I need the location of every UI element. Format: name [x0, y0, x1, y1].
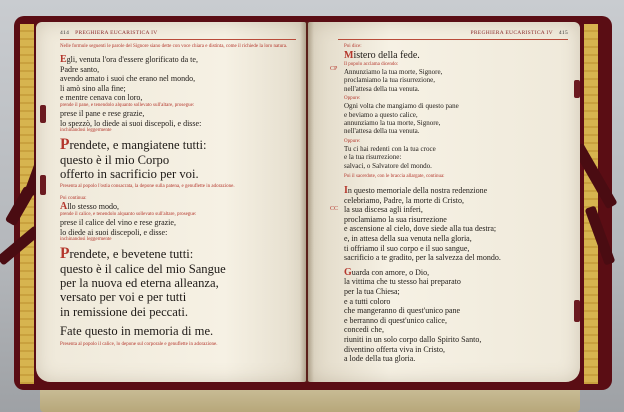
text-line: e ascensione al cielo, dove siede alla tua destra;	[344, 224, 497, 234]
text-line: e berranno di quest'unico calice,	[344, 315, 447, 325]
text-line: questo è il mio Corpo	[60, 152, 170, 167]
prayer-paragraph	[60, 55, 298, 103]
text-line: prese il calice del vino e rese grazie,	[60, 217, 176, 227]
text-line: llo stesso modo,	[67, 202, 120, 212]
memorial-command: Fate questo in memoria di me.	[60, 324, 214, 339]
text-line: sacrificio a te gradito, per la salvezza del mondo.	[344, 253, 501, 263]
page-number: 415	[558, 30, 568, 36]
text-line: e, in attesa della sua venuta nella gloria,	[344, 234, 472, 244]
text-line: offerto in sacrificio per voi.	[60, 166, 199, 181]
text-line: e beviamo a questo calice,	[344, 110, 418, 119]
text-line: Ogni volta che mangiamo di questo pane	[344, 102, 459, 111]
acclamation	[344, 102, 576, 136]
drop-cap: E	[60, 54, 67, 65]
drop-cap: G	[344, 266, 352, 278]
right-text-column	[344, 44, 576, 364]
text-line: lo diede ai suoi discepoli, e disse:	[60, 227, 168, 237]
right-page-header	[470, 30, 568, 36]
text-line: proclamiamo la sua risurrezione	[344, 214, 447, 224]
left-page	[36, 22, 306, 382]
left-page-header	[60, 30, 158, 36]
consecration-words	[60, 247, 298, 319]
margin-sign: CP	[330, 66, 338, 72]
rubric: prende il calice, e tenendolo alquanto sollevato sull'altare, prosegue:	[60, 211, 197, 217]
text-line: istero della fede.	[353, 50, 420, 61]
text-line: lo spezzò, lo diede ai suoi discepoli, e disse:	[60, 118, 202, 128]
prayer-paragraph	[60, 109, 298, 128]
text-line: rendete, e bevetene tutti:	[69, 247, 194, 262]
text-line: e mentre cenava con loro,	[60, 93, 143, 103]
acclamation	[344, 68, 576, 93]
text-line: celebriamo, Padre, la morte di Cristo,	[344, 195, 464, 205]
text-line: che mangeranno di quest'unico pane	[344, 306, 461, 316]
text-line: annunziamo la tua morte, Signore,	[344, 119, 441, 128]
text-line: rendete, e mangiatene tutti:	[69, 138, 207, 153]
text-line: n questo memoriale della nostra redenzione	[347, 186, 488, 196]
thumb-index-tab[interactable]	[40, 105, 46, 123]
text-line: per la tua Chiesa;	[344, 287, 400, 296]
header-rule	[338, 39, 568, 40]
prayer-paragraph	[60, 218, 298, 237]
text-line: versato per voi e per tutti	[60, 290, 187, 305]
mystery-of-faith	[344, 50, 576, 62]
text-line: e a tutti coloro	[344, 296, 391, 306]
text-line: prese il pane e rese grazie,	[60, 108, 145, 118]
rubric-label: Oppure:	[344, 96, 361, 102]
rubric-label: Il popolo acclama dicendo:	[344, 62, 399, 67]
page-number: 414	[60, 30, 70, 36]
gilt-edge-right	[584, 24, 598, 384]
acclamation	[344, 145, 576, 170]
text-line: Annunziamo la tua morte, Signore,	[344, 68, 443, 76]
header-rule	[60, 39, 296, 40]
text-line: nell'attesa della tua venuta.	[344, 84, 420, 93]
margin-sign: CC	[330, 206, 339, 212]
rubric: Nelle formule seguenti le parole del Signore siano dette con voce chiara e distinta, come il richiede la loro natura.	[60, 44, 288, 49]
text-line: la sua discesa agli inferi,	[344, 205, 423, 215]
drop-cap: P	[60, 136, 70, 154]
rubric-label: Oppure:	[344, 138, 361, 144]
prayer-paragraph	[344, 268, 576, 364]
consecration-words	[60, 138, 298, 181]
text-line: li amò sino alla fine;	[60, 83, 126, 93]
prayer-paragraph	[344, 186, 576, 263]
rubric-label: Poi dice:	[344, 44, 362, 49]
rubric: prende il pane, e tenendolo alquanto sollevato sull'altare, prosegue:	[60, 102, 195, 108]
prayer-paragraph	[60, 202, 298, 212]
book-gutter	[300, 22, 314, 382]
text-line: avendo amato i suoi che erano nel mondo,	[60, 74, 196, 84]
running-title: PREGHIERA EUCARISTICA IV	[470, 30, 553, 36]
rubric: Poi il sacerdote, con le braccia allargate, continua:	[344, 174, 445, 180]
drop-cap: A	[60, 201, 68, 213]
text-line: questo è il calice del mio Sangue	[60, 261, 226, 276]
text-line: uarda con amore, o Dio,	[351, 267, 430, 277]
right-page	[308, 22, 580, 382]
text-line: per la nuova ed eterna alleanza,	[60, 275, 219, 290]
running-title: PREGHIERA EUCARISTICA IV	[75, 30, 158, 36]
drop-cap: M	[344, 50, 354, 61]
left-text-column	[60, 44, 298, 348]
text-line: proclamiamo la tua risurrezione,	[344, 76, 435, 85]
text-line: diventino offerta viva in Cristo,	[344, 344, 445, 354]
text-line: nell'attesa della tua venuta.	[344, 127, 420, 136]
text-line: ti offriamo il suo corpo e il suo sangue,	[344, 243, 470, 253]
text-line: a lode della tua gloria.	[344, 354, 416, 364]
text-line: Padre santo,	[60, 64, 100, 74]
text-line: in remissione dei peccati.	[60, 304, 188, 319]
thumb-index-tab[interactable]	[40, 175, 46, 195]
drop-cap: I	[344, 185, 348, 197]
text-line: salvaci, o Salvatore del mondo.	[344, 161, 432, 170]
thumb-index-tab[interactable]	[574, 80, 580, 98]
text-line: riuniti in un solo corpo dallo Spirito Santo,	[344, 334, 482, 344]
thumb-index-tab[interactable]	[574, 300, 580, 322]
drop-cap: P	[60, 245, 70, 263]
text-line: concedi che,	[344, 325, 384, 335]
text-line: Tu ci hai redenti con la tua croce	[344, 144, 436, 153]
rubric: inchinandosi leggermente	[60, 128, 112, 134]
rubric-label: Poi continua:	[60, 196, 87, 202]
text-line: e la tua risurrezione:	[344, 153, 402, 162]
text-line: la vittima che tu stesso hai preparato	[344, 277, 461, 287]
rubric: Presenta al popolo l'ostia consacrata, la depone sulla patena, e genuflette in adorazione.	[60, 184, 235, 190]
rubric: Presenta al popolo il calice, lo depone sul corporale e genuflette in adorazione.	[60, 341, 218, 347]
rubric: inchinandosi leggermente	[60, 237, 112, 243]
text-line: gli, venuta l'ora d'essere glorificato da te,	[66, 55, 198, 64]
